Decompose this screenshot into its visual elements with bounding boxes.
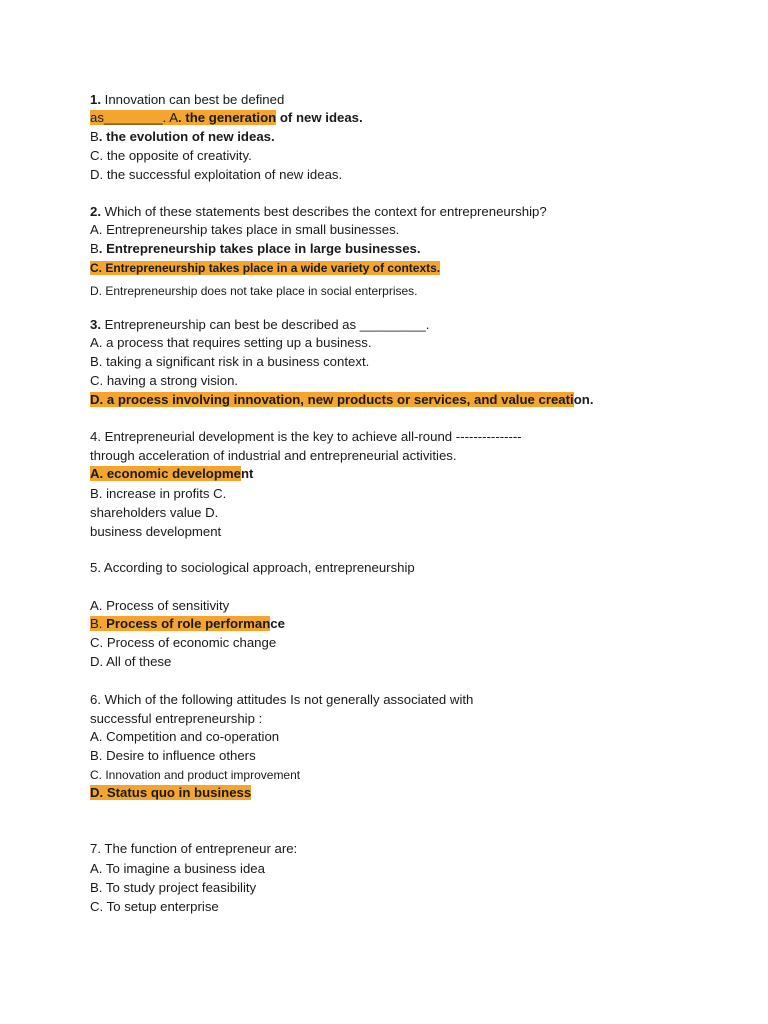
q4-stem-line-2: through acceleration of industrial and entrepreneurial activities. [90,448,457,463]
q3-option-c: C. having a strong vision. [90,373,239,388]
q1-option-c: C. the opposite of creativity. [90,148,252,163]
q6-option-c: C. Innovation and product improvement [90,768,301,782]
q3-stem-line [90,317,429,333]
q7-option-b: B. To study project feasibility [90,880,257,895]
q4-option-a-rest: nt [240,466,254,481]
q2-option-c [90,260,440,276]
q2-option-b-text: . Entrepreneurship takes place in large businesses. [98,241,421,256]
q1-option-b [90,129,275,145]
q2-option-d: D. Entrepreneurship does not take place in social enterprises. [90,284,418,298]
q1-option-a-highlighted: . the generation [178,110,277,125]
q2-option-c-highlighted: C. Entrepreneurship takes place in a wide variety of contexts. [90,261,441,275]
q3-option-d-highlighted: D. a process involving innovation, new products or services, and value creati [90,392,574,407]
q5-stem: 5. According to sociological approach, entrepreneurship [90,560,415,575]
q2-option-b-letter: B [90,241,99,256]
q5-option-b-highlighted: Process of role performan [106,616,271,631]
q6-option-d [90,785,251,801]
q4-option-a-highlighted: A. economic developme [90,466,241,481]
q6-option-d-highlighted: D. Status quo in business [90,785,252,800]
q3-option-a: A. a process that requires setting up a business. [90,335,372,350]
q3-number: 3. [90,317,101,332]
q4-option-a [90,466,253,482]
q4-option-d-line: business development [90,524,222,539]
q1-option-b-text: . the evolution of new ideas. [98,129,275,144]
q2-stem: Which of these statements best describes the context for entrepreneurship? [101,204,547,219]
q1-option-d: D. the successful exploitation of new ideas. [90,167,343,182]
q7-option-a: A. To imagine a business idea [90,861,265,876]
q6-stem-line-2: successful entrepreneurship : [90,711,263,726]
q4-stem-line-1: 4. Entrepreneurial development is the key to achieve all-round --------------- [90,429,522,444]
q5-option-b-rest: ce [270,616,285,631]
q4-option-c-line: shareholders value D. [90,505,219,520]
q6-option-a: A. Competition and co-operation [90,729,280,744]
q1-stem-blank: as________. A [90,110,178,125]
q1-option-a-line [90,110,363,126]
q1-number: 1. [90,92,101,107]
q5-option-c: C. Process of economic change [90,635,277,650]
q1-option-a-rest: of new ideas. [276,110,363,125]
q2-option-b [90,241,421,257]
q1-stem-line-1 [90,92,284,108]
q5-option-d: D. All of these [90,654,172,669]
q5-option-b-letter: B. [90,616,107,631]
q3-option-b: B. taking a significant risk in a business context. [90,354,370,369]
q1-stem: Innovation can best be defined [101,92,285,107]
q6-stem-line-1: 6. Which of the following attitudes Is not generally associated with [90,692,474,707]
q3-option-d-rest: on. [573,392,594,407]
q2-option-a: A. Entrepreneurship takes place in small businesses. [90,222,400,237]
q7-stem: 7. The function of entrepreneur are: [90,841,298,856]
q3-option-d [90,392,593,408]
q2-number: 2. [90,204,101,219]
q6-option-b: B. Desire to influence others [90,748,256,763]
q4-option-b-line: B. increase in profits C. [90,486,227,501]
q2-stem-line [90,204,547,220]
q5-option-a: A. Process of sensitivity [90,598,230,613]
q5-option-b [90,616,285,632]
q7-option-c: C. To setup enterprise [90,899,219,914]
q1-option-b-letter: B [90,129,99,144]
q3-stem: Entrepreneurship can best be described as _________. [101,317,430,332]
